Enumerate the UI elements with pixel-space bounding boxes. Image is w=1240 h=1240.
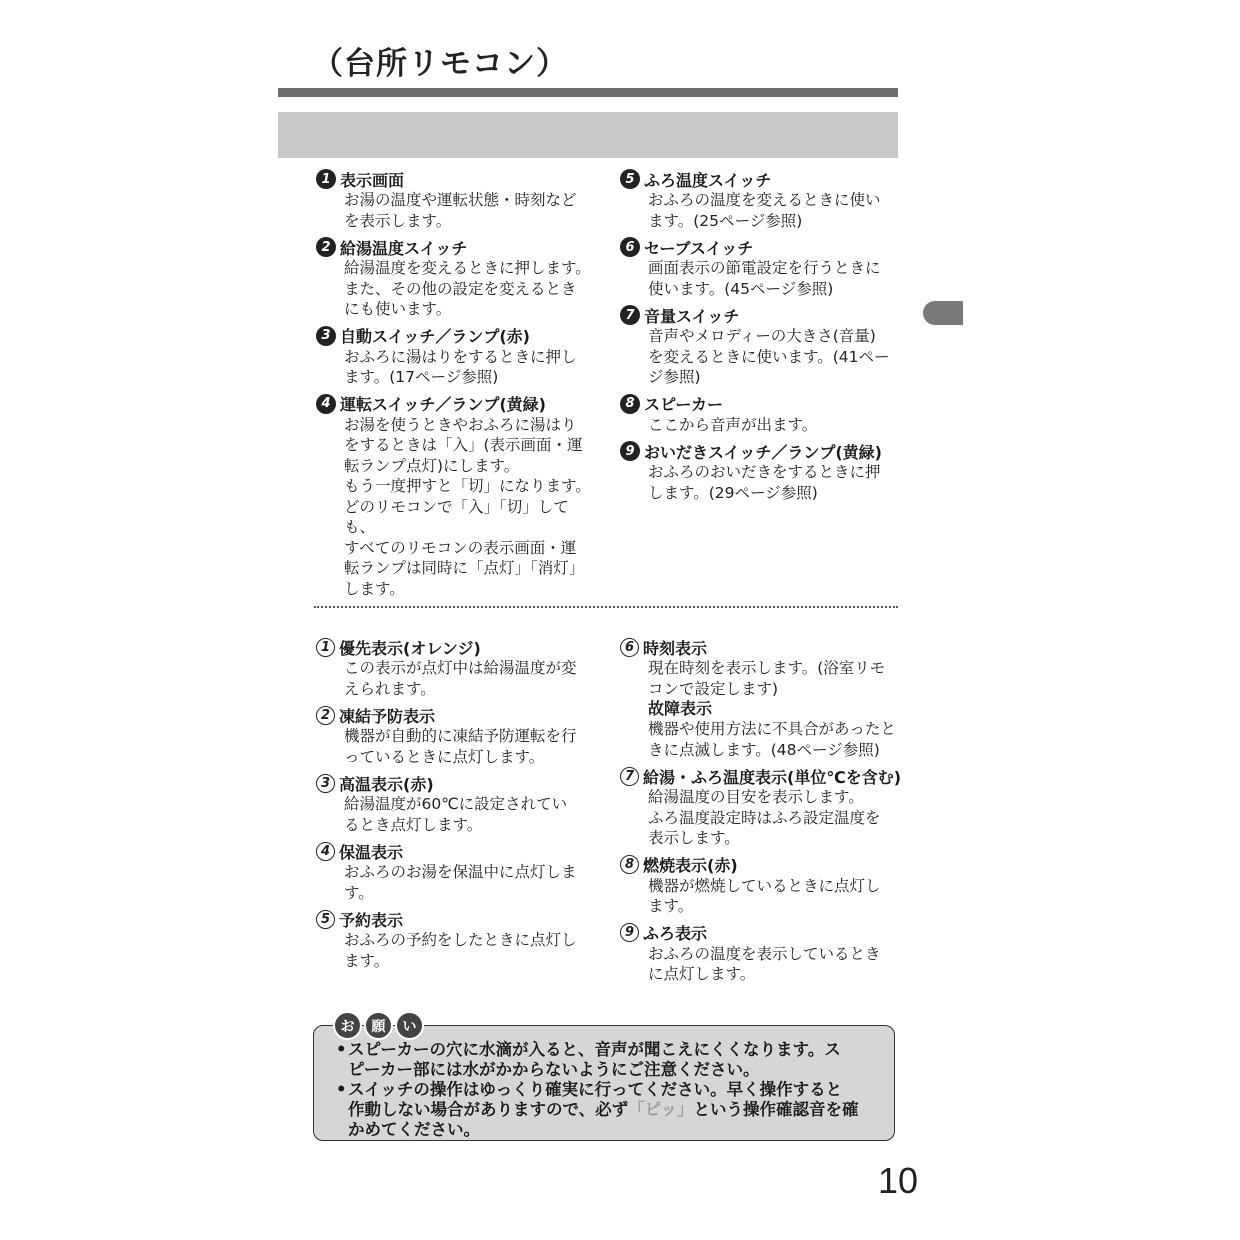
item-description: この表示が点灯中は給湯温度が変 えられます。 <box>344 659 577 698</box>
number-badge: 4 <box>316 842 335 861</box>
display-item <box>620 854 910 917</box>
item-description: 機器が自動的に凍結予防運転を行 っているときに点灯します。 <box>344 727 577 766</box>
item-description: おふろに湯はりをするときに押し ます。(17ページ参照) <box>344 347 577 386</box>
notice-badge: い <box>395 1011 424 1040</box>
title-rule <box>278 88 898 97</box>
item-label: ふろ表示 <box>643 924 708 943</box>
item-description: おふろの温度を変えるときに使い ます。(25ページ参照) <box>648 191 881 230</box>
control-item <box>316 236 598 320</box>
number-badge: 6 <box>620 638 639 657</box>
display-item <box>620 636 910 760</box>
item-description: お湯を使うときやおふろに湯はり をするときは「入」(表示画面・運 転ランプ点灯)にします。 もう一度押すと「切」になります。 どのリモコンで「入」「切」しても、 すべてのリモコンの表示画面・運 転ランプは同時に「点灯」「消灯」 します。 <box>344 415 591 598</box>
item-label: 表示画面 <box>340 170 405 190</box>
item-description: お湯の温度や運転状態・時刻など を表示します。 <box>344 191 577 230</box>
item-description: おふろのおいだきをするときに押 します。(29ページ参照) <box>648 463 881 502</box>
notice-list <box>336 1040 888 1140</box>
item-sub-label: 故障表示 <box>648 699 713 718</box>
number-badge: 6 <box>620 237 640 257</box>
item-description: 給湯温度を変えるときに押します。 また、その他の設定を変えるとき にも使います。 <box>344 259 591 318</box>
number-badge: 8 <box>620 855 639 874</box>
item-sub-description: 機器や使用方法に不具合があったと きに点滅します。(48ページ参照) <box>648 720 896 759</box>
display-item <box>316 772 598 835</box>
notice-item <box>336 1040 888 1080</box>
bullet-icon: • <box>336 1080 347 1099</box>
notice-badges <box>333 1011 424 1040</box>
number-badge: 3 <box>316 326 336 346</box>
control-item <box>620 304 910 388</box>
number-badge: 7 <box>620 767 639 786</box>
notice-badge: 願 <box>364 1011 393 1040</box>
number-badge: 5 <box>316 910 335 929</box>
number-badge: 7 <box>620 305 640 325</box>
notice-highlight: 「ピッ」 <box>628 1100 694 1119</box>
number-badge: 2 <box>316 237 336 257</box>
item-label: おいだきスイッチ／ランプ(黄緑) <box>644 442 882 462</box>
control-item <box>316 168 598 231</box>
number-badge: 3 <box>316 774 335 793</box>
controls-left-column <box>316 168 598 604</box>
section-divider <box>314 606 898 608</box>
page-number: 10 <box>878 1160 919 1201</box>
notice-text <box>348 1080 859 1140</box>
item-description: 機器が燃焼しているときに点灯し ます。 <box>648 876 881 915</box>
item-description: 画面表示の節電設定を行うときに 使います。(45ページ参照) <box>648 259 881 298</box>
bullet-icon: • <box>336 1040 347 1059</box>
number-badge: 9 <box>620 923 639 942</box>
item-label: 予約表示 <box>339 910 404 930</box>
item-description: おふろのお湯を保温中に点灯しま す。 <box>344 863 577 902</box>
number-badge: 8 <box>620 394 640 414</box>
item-label: ふろ温度スイッチ <box>644 170 772 190</box>
notice-text-part: という操作確認音を確 かめてください。 <box>348 1100 859 1139</box>
control-item <box>620 236 910 299</box>
control-item <box>620 393 910 436</box>
item-label: 時刻表示 <box>643 638 708 658</box>
controls-right-column <box>620 168 910 508</box>
item-description: おふろの予約をしたときに点灯し ます。 <box>344 931 577 970</box>
section-header-band <box>278 112 898 158</box>
item-description: 給湯温度の目安を表示します。 ふろ温度設定時はふろ設定温度を 表示します。 <box>648 788 881 847</box>
item-label: 高温表示(赤) <box>339 774 434 794</box>
item-label: 自動スイッチ／ランプ(赤) <box>340 327 530 346</box>
item-label: 給湯・ふろ温度表示(単位℃を含む) <box>643 767 902 787</box>
notice-text-part: スイッチの操作はゆっくり確実に行ってください。早く操作すると 作動しない場合がありますので、必ず <box>348 1080 843 1119</box>
item-label: 凍結予防表示 <box>339 706 436 726</box>
control-item <box>316 393 598 600</box>
control-item <box>620 168 910 231</box>
notice-text: スピーカーの穴に水滴が入ると、音声が聞こえにくくなります。ス ピーカー部には水がかからないようにご注意ください。 <box>348 1040 841 1079</box>
item-label: スピーカー <box>644 395 724 414</box>
number-badge: 4 <box>316 394 336 414</box>
notice-badge: お <box>333 1011 362 1040</box>
number-badge: 1 <box>316 169 336 189</box>
displays-right-column <box>620 636 910 990</box>
display-item <box>316 908 598 971</box>
displays-left-column <box>316 636 598 976</box>
item-description: 音声やメロディーの大きさ(音量) を変えるときに使います。(41ペー ジ参照) <box>648 327 890 386</box>
item-label: 保温表示 <box>339 842 404 862</box>
display-item <box>316 704 598 767</box>
item-description: ここから音声が出ます。 <box>648 415 818 434</box>
display-item <box>620 922 910 985</box>
display-item <box>316 840 598 903</box>
notice-item <box>336 1080 888 1140</box>
item-description: おふろの温度を表示しているとき に点灯します。 <box>648 944 881 983</box>
item-description: 給湯温度が60℃に設定されてい るとき点灯します。 <box>344 795 568 834</box>
item-label: セーブスイッチ <box>644 238 754 258</box>
number-badge: 9 <box>620 441 640 461</box>
number-badge: 5 <box>620 169 640 189</box>
item-label: 燃焼表示(赤) <box>643 856 738 875</box>
chapter-tab <box>923 301 963 325</box>
control-item <box>620 440 910 503</box>
item-label: 優先表示(オレンジ) <box>339 638 481 658</box>
number-badge: 1 <box>316 638 335 657</box>
page-title: （台所リモコン） <box>312 46 568 82</box>
number-badge: 2 <box>316 706 335 725</box>
control-item <box>316 325 598 388</box>
item-description: 現在時刻を表示します。(浴室リモ コンで設定します) <box>648 659 886 698</box>
item-label: 給湯温度スイッチ <box>340 238 468 258</box>
display-item <box>316 636 598 699</box>
item-label: 運転スイッチ／ランプ(黄緑) <box>340 395 546 414</box>
item-label: 音量スイッチ <box>644 306 740 326</box>
display-item <box>620 765 910 849</box>
